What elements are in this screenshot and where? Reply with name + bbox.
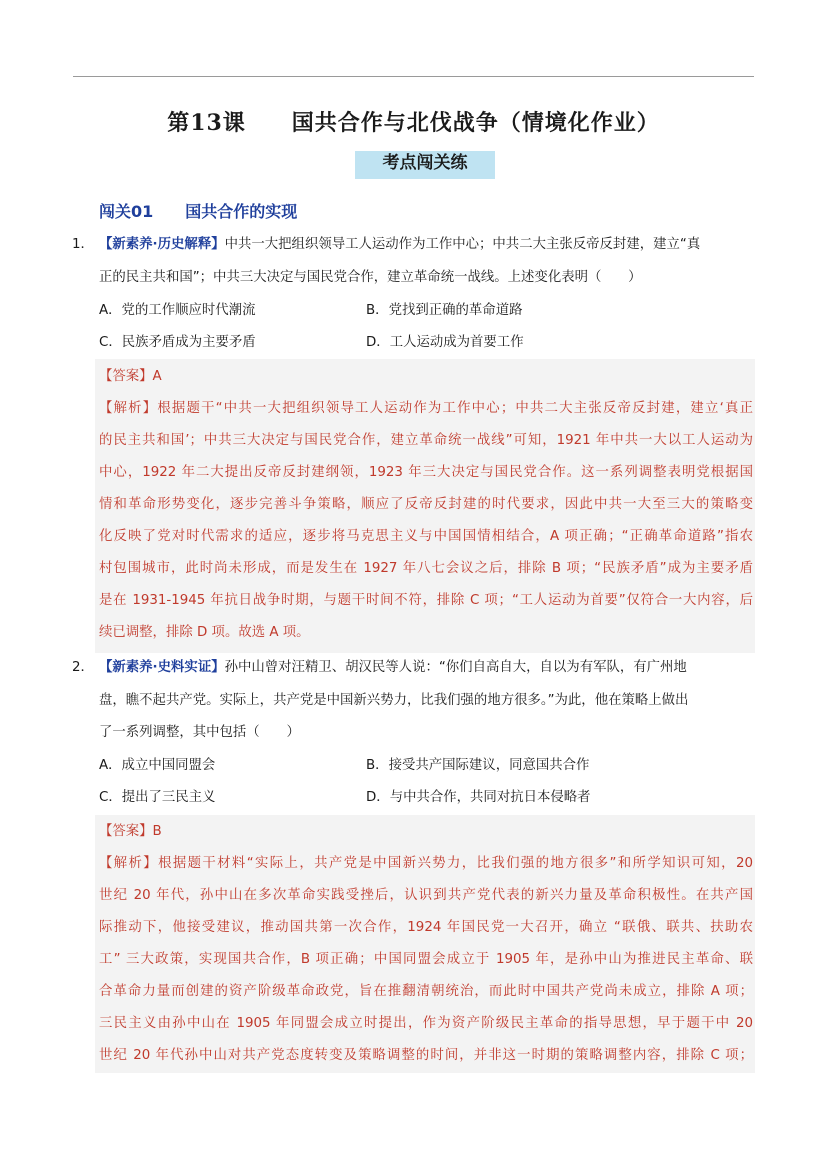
option-a: A．党的工作顺应时代潮流 [99,303,256,318]
analysis-line: 【解析】根据题干材料“实际上，共产党是中国新兴势力，比我们强的地方很多”和所学知识可知，20 [99,856,753,871]
option-d: D．工人运动成为首要工作 [366,335,524,350]
question-number: 2． [72,660,94,675]
question-stem-line [99,658,755,678]
question-number: 1． [72,237,94,252]
section-heading: 闯关01 国共合作的实现 [99,202,298,221]
question-stem-line [99,235,755,255]
analysis-line: 【解析】根据题干“中共一大把组织领导工人运动作为工作中心；中共二大主张反帝反封建，建立‘真正 [99,401,753,416]
analysis-line: 的民主共和国’；中共三大决定与国民党合作，建立革命统一战线”可知，1921 年中共一大以工人运动为 [99,433,753,448]
analysis-line: 中心，1922 年二大提出反帝反封建纲领，1923 年三大决定与国民党合作。这一系列调整表明党根据国 [99,465,753,480]
question-tag: 【新素养·史料实证】 [99,660,225,675]
analysis-line: 合革命力量而创建的资产阶级革命政党，旨在推翻清朝统治，而此时中国共产党尚未成立，排除 A 项； [99,984,753,999]
analysis-line: 续已调整，排除 D 项。故选 A 项。 [99,625,310,640]
answer-label: 【答案】A [99,369,162,384]
question-stem-text: 中共一大把组织领导工人运动作为工作中心；中共二大主张反帝反封建，建立“真 [224,237,701,252]
page-title: 第13课 国共合作与北伐战争（情境化作业） [167,110,660,136]
option-b: B．党找到正确的革命道路 [366,303,523,318]
option-d: D．与中共合作，共同对抗日本侵略者 [366,790,591,805]
analysis-line: 世纪 20 年代孙中山对共产党态度转变及策略调整的时间，并非这一时期的策略调整内容，排除 C 项； [99,1048,753,1063]
question-stem-line: 正的民主共和国”；中共三大决定与国民党合作，建立革命统一战线。上述变化表明（ ） [99,270,642,285]
option-b: B．接受共产国际建议，同意国共合作 [366,758,590,773]
option-c: C．提出了三民主义 [99,790,216,805]
question-stem-line: 了一系列调整，其中包括（ ） [99,725,300,740]
section-badge: 考点闯关练 [355,151,495,179]
analysis-line: 际推动下，他接受建议，推动国共第一次合作，1924 年国民党一大召开，确立 “联俄、联共、扶助农 [99,920,753,935]
question-tag: 【新素养·历史解释】 [99,237,225,252]
analysis-line: 工” 三大政策，实现国共合作，B 项正确；中国同盟会成立于 1905 年，是孙中山为推进民主革命、联 [99,952,753,967]
analysis-line: 村包围城市，此时尚未形成，而是发生在 1927 年八七会议之后，排除 B 项；“民族矛盾”成为主要矛盾 [99,561,753,576]
analysis-line: 三民主义由孙中山在 1905 年同盟会成立时提出，作为资产阶级民主革命的指导思想，早于题干中 20 [99,1016,753,1031]
option-c: C．民族矛盾成为主要矛盾 [99,335,256,350]
analysis-line: 化反映了党对时代需求的适应，逐步将马克思主义与中国国情相结合，A 项正确；“正确革命道路”指农 [99,529,753,544]
answer-label: 【答案】B [99,824,162,839]
analysis-line: 世纪 20 年代，孙中山在多次革命实践受挫后，认识到共产党代表的新兴力量及革命积极性。在共产国 [99,888,753,903]
analysis-line: 情和革命形势变化，逐步完善斗争策略，顺应了反帝反封建的时代要求，因此中共一大至三大的策略变 [99,497,753,512]
question-stem-text: 孙中山曾对汪精卫、胡汉民等人说：“你们自高自大，自以为有军队，有广州地 [224,660,687,675]
analysis-line: 是在 1931-1945 年抗日战争时期，与题干时间不符，排除 C 项；“工人运动为首要”仅符合一大内容，后 [99,593,753,608]
question-stem-line: 盘，瞧不起共产党。实际上，共产党是中国新兴势力，比我们强的地方很多。”为此，他在策略上做出 [99,693,689,708]
header-rule [73,76,754,77]
option-a: A．成立中国同盟会 [99,758,216,773]
